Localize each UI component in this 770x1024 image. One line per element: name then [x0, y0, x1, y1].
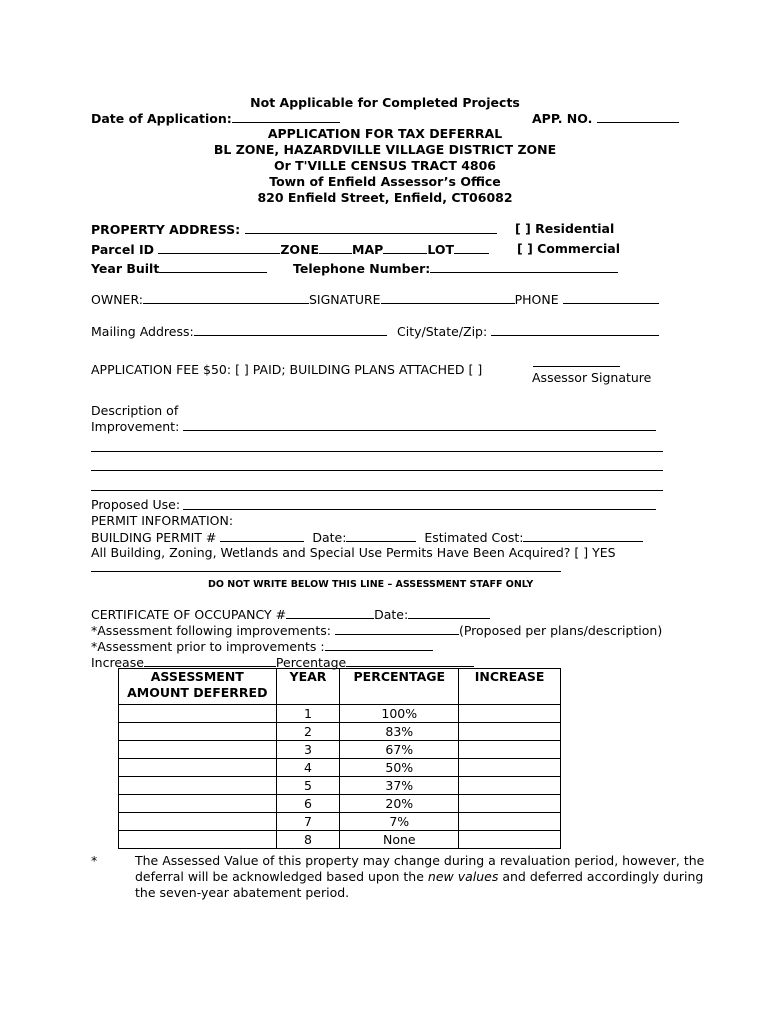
- mailing-address-label: Mailing Address:: [91, 323, 387, 339]
- col-header-percentage: PERCENTAGE: [340, 669, 459, 705]
- increase-cell[interactable]: [459, 813, 561, 831]
- percentage-cell: 20%: [340, 795, 459, 813]
- staff-separator-line: [91, 571, 561, 572]
- table-row: [119, 759, 561, 777]
- year-built-field[interactable]: [159, 260, 267, 273]
- app-no-field[interactable]: [597, 110, 679, 123]
- date-of-application-label: Date of Application:: [91, 110, 340, 126]
- date-of-application-field[interactable]: [232, 110, 340, 123]
- permit-info-label: PERMIT INFORMATION:: [91, 513, 234, 528]
- assessment-following-field[interactable]: [335, 622, 459, 635]
- city-state-zip-field[interactable]: [491, 323, 659, 336]
- certificate-field[interactable]: [286, 606, 374, 619]
- year-cell: 4: [276, 759, 340, 777]
- year-cell: 6: [276, 795, 340, 813]
- assessment-cell[interactable]: [119, 759, 277, 777]
- description-label-line1: Description of: [91, 403, 179, 418]
- table-header-row: [119, 669, 561, 705]
- lot-field[interactable]: [454, 241, 489, 254]
- increase-cell[interactable]: [459, 831, 561, 849]
- tract-title: Or T'VILLE CENSUS TRACT 4806: [274, 158, 496, 173]
- percentage-cell: 67%: [340, 741, 459, 759]
- assessment-cell[interactable]: [119, 741, 277, 759]
- percentage-cell: None: [340, 831, 459, 849]
- description-line-1[interactable]: [183, 430, 656, 431]
- assessment-cell[interactable]: [119, 777, 277, 795]
- description-line-2[interactable]: [91, 451, 663, 452]
- assessment-following-row: *Assessment following improvements: (Proposed per plans/description): [91, 623, 663, 638]
- increase-field[interactable]: [144, 654, 276, 667]
- property-address-field[interactable]: [245, 221, 497, 234]
- year-built-label: Year Built: [91, 260, 267, 276]
- percentage-cell: 7%: [340, 813, 459, 831]
- permit-row: BUILDING PERMIT # Date: Estimated Cost:: [91, 529, 643, 545]
- assessment-prior-field[interactable]: [325, 638, 433, 651]
- commercial-checkbox[interactable]: [ ] Commercial: [517, 241, 620, 256]
- description-line-3[interactable]: [91, 470, 663, 471]
- footnote-text: The Assessed Value of this property may change during a revaluation period, however, the deferral will be acknowledged based upon the new values and deferred accordingly during the seven-year abatement period.: [135, 853, 705, 900]
- increase-cell[interactable]: [459, 741, 561, 759]
- increase-row: Increase Percentage: [91, 654, 474, 670]
- table-row: [119, 777, 561, 795]
- assessment-cell[interactable]: [119, 705, 277, 723]
- assessor-signature-line[interactable]: [533, 366, 620, 367]
- increase-cell[interactable]: [459, 759, 561, 777]
- year-cell: 3: [276, 741, 340, 759]
- parcel-id-field[interactable]: [158, 241, 280, 254]
- owner-row: OWNER: SIGNATURE PHONE: [91, 291, 659, 307]
- col-header-increase: INCREASE: [459, 669, 561, 705]
- percentage-cell: 50%: [340, 759, 459, 777]
- description-label-line2: Improvement:: [91, 419, 180, 434]
- app-no-label: APP. NO.: [532, 110, 679, 126]
- signature-field[interactable]: [381, 291, 515, 304]
- percentage-cell: 83%: [340, 723, 459, 741]
- assessment-cell[interactable]: [119, 831, 277, 849]
- year-cell: 2: [276, 723, 340, 741]
- certificate-row: CERTIFICATE OF OCCUPANCY # Date:: [91, 606, 490, 622]
- col-header-year: YEAR: [276, 669, 340, 705]
- owner-field[interactable]: [143, 291, 309, 304]
- not-applicable-note: Not Applicable for Completed Projects: [250, 95, 520, 110]
- parcel-row: Parcel ID ZONE MAP LOT: [91, 241, 489, 257]
- table-row: [119, 813, 561, 831]
- percentage-cell: 100%: [340, 705, 459, 723]
- zone-field[interactable]: [319, 241, 352, 254]
- increase-cell[interactable]: [459, 795, 561, 813]
- increase-cell[interactable]: [459, 705, 561, 723]
- assessment-prior-row: *Assessment prior to improvements :: [91, 638, 433, 654]
- table-row: [119, 831, 561, 849]
- percentage-cell: 37%: [340, 777, 459, 795]
- telephone-label: Telephone Number:: [293, 260, 618, 276]
- application-fee-text: APPLICATION FEE $50: [ ] PAID; BUILDING PLANS ATTACHED [ ]: [91, 362, 483, 377]
- assessor-signature-label: Assessor Signature: [532, 370, 652, 385]
- telephone-field[interactable]: [430, 260, 618, 273]
- zone-title: BL ZONE, HAZARDVILLE VILLAGE DISTRICT ZONE: [213, 142, 557, 157]
- year-cell: 8: [276, 831, 340, 849]
- certificate-date-field[interactable]: [408, 606, 490, 619]
- assessment-cell[interactable]: [119, 723, 277, 741]
- increase-cell[interactable]: [459, 777, 561, 795]
- estimated-cost-field[interactable]: [523, 529, 643, 542]
- year-cell: 5: [276, 777, 340, 795]
- assessment-cell[interactable]: [119, 795, 277, 813]
- year-cell: 7: [276, 813, 340, 831]
- assessment-cell[interactable]: [119, 813, 277, 831]
- phone-field[interactable]: [563, 291, 659, 304]
- permit-date-field[interactable]: [346, 529, 416, 542]
- year-cell: 1: [276, 705, 340, 723]
- form-title: APPLICATION FOR TAX DEFERRAL: [267, 126, 503, 141]
- percentage-field[interactable]: [346, 654, 474, 667]
- map-field[interactable]: [383, 241, 427, 254]
- permits-acquired-text: All Building, Zoning, Wetlands and Special Use Permits Have Been Acquired? [ ] YES: [91, 545, 616, 560]
- description-line-4[interactable]: [91, 490, 663, 491]
- col-header-assessment: ASSESSMENT AMOUNT DEFERRED: [119, 669, 277, 705]
- office-title: Town of Enfield Assessor’s Office: [269, 174, 501, 189]
- building-permit-field[interactable]: [220, 529, 304, 542]
- residential-checkbox[interactable]: [ ] Residential: [515, 221, 615, 236]
- city-state-zip-label: City/State/Zip:: [397, 323, 659, 339]
- table-row: [119, 705, 561, 723]
- staff-only-notice: DO NOT WRITE BELOW THIS LINE – ASSESSMENT STAFF ONLY: [208, 579, 534, 590]
- table-row: [119, 723, 561, 741]
- proposed-use-label: Proposed Use:: [91, 497, 181, 512]
- office-address: 820 Enfield Street, Enfield, CT06082: [257, 190, 513, 205]
- table-row: [119, 741, 561, 759]
- table-row: [119, 795, 561, 813]
- property-address-label: PROPERTY ADDRESS:: [91, 221, 497, 237]
- footnote-star: *: [91, 853, 98, 868]
- proposed-use-line[interactable]: [183, 509, 656, 510]
- deferral-schedule-table: [118, 668, 561, 849]
- increase-cell[interactable]: [459, 723, 561, 741]
- mailing-address-field[interactable]: [194, 323, 387, 336]
